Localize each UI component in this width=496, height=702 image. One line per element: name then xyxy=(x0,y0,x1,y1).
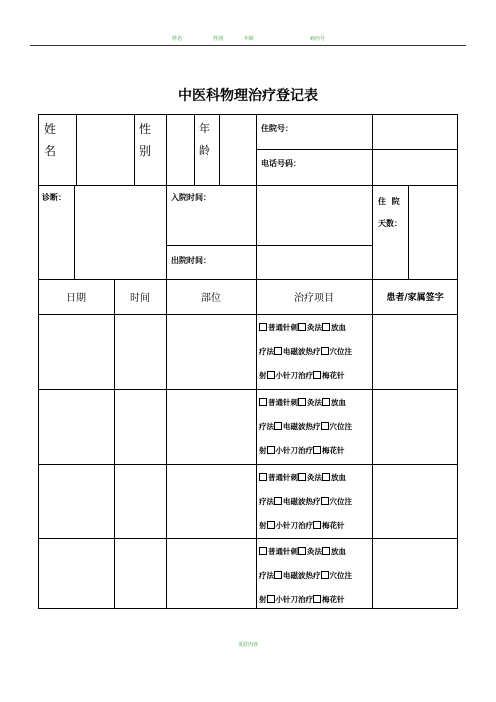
treatment-options-cell xyxy=(259,466,371,538)
treatment-option-label: 疗法 xyxy=(259,571,274,580)
checkbox[interactable] xyxy=(259,473,267,481)
treatment-option-label: 普通针刺 xyxy=(268,473,298,482)
treatment-option-label: 放血 xyxy=(331,323,346,332)
col-header-treatment: 治疗项目 xyxy=(294,293,334,304)
checkbox[interactable] xyxy=(321,571,329,579)
treatment-option-label: 灸法 xyxy=(307,398,322,407)
treatment-option-label: 疗法 xyxy=(259,347,274,356)
treatment-option-label: 普通针刺 xyxy=(268,323,298,332)
treatment-option-label: 穴位注 xyxy=(329,347,352,356)
treatment-option-label: 射 xyxy=(259,446,267,455)
name-label: 姓 名 xyxy=(44,122,57,158)
treatment-option-label: 放血 xyxy=(331,398,346,407)
treatment-option-label: 电磁波热疗 xyxy=(283,497,321,506)
discharge-time-label: 出院时间： xyxy=(171,255,211,265)
col-header-time: 时间 xyxy=(130,293,150,304)
treatment-option-label: 射 xyxy=(259,371,267,380)
treatment-option-label: 疗法 xyxy=(259,422,274,431)
checkbox[interactable] xyxy=(322,473,330,481)
treatment-option-label: 电磁波热疗 xyxy=(283,347,321,356)
treatment-options-cell xyxy=(259,316,371,388)
treatment-option-label: 灸法 xyxy=(307,547,322,556)
header-field-name: 姓名 xyxy=(172,36,183,42)
treatment-line xyxy=(259,364,371,388)
checkbox[interactable] xyxy=(321,422,329,430)
treatment-option-label: 梅花针 xyxy=(322,371,345,380)
age-label: 年 龄 xyxy=(199,122,210,157)
treatment-line xyxy=(259,564,371,588)
hospital-no-label: 住院号： xyxy=(261,123,293,133)
checkbox[interactable] xyxy=(298,473,306,481)
stay-days-label: 住 院 天数： xyxy=(378,196,402,228)
treatment-option-label: 普通针刺 xyxy=(268,398,298,407)
treatment-option-label: 小针刀治疗 xyxy=(275,371,313,380)
gender-label: 性 别 xyxy=(139,122,152,158)
treatment-option-label: 穴位注 xyxy=(329,422,352,431)
checkbox[interactable] xyxy=(259,398,267,406)
treatment-option-label: 射 xyxy=(259,595,267,604)
checkbox[interactable] xyxy=(313,521,321,529)
treatment-line xyxy=(259,588,371,612)
checkbox[interactable] xyxy=(259,547,267,555)
checkbox[interactable] xyxy=(267,446,275,454)
treatment-option-label: 电磁波热疗 xyxy=(283,571,321,580)
checkbox[interactable] xyxy=(321,497,329,505)
header-field-age: 年龄 xyxy=(244,36,255,42)
treatment-option-label: 小针刀治疗 xyxy=(275,595,313,604)
treatment-option-label: 梅花针 xyxy=(322,446,345,455)
treatment-option-label: 灸法 xyxy=(307,323,322,332)
checkbox[interactable] xyxy=(313,446,321,454)
treatment-option-label: 放血 xyxy=(331,547,346,556)
treatment-options-cell xyxy=(259,540,371,612)
checkbox[interactable] xyxy=(298,323,306,331)
header-rule xyxy=(30,45,466,46)
checkbox[interactable] xyxy=(322,398,330,406)
treatment-options-cell xyxy=(259,391,371,463)
header-field-gender: 性别 xyxy=(213,36,224,42)
treatment-option-label: 梅花针 xyxy=(322,595,345,604)
treatment-option-label: 小针刀治疗 xyxy=(275,521,313,530)
checkbox[interactable] xyxy=(274,497,282,505)
treatment-line xyxy=(259,540,371,564)
treatment-option-label: 小针刀治疗 xyxy=(275,446,313,455)
treatment-option-label: 普通针刺 xyxy=(268,547,298,556)
checkbox[interactable] xyxy=(274,571,282,579)
treatment-line xyxy=(259,466,371,490)
checkbox[interactable] xyxy=(322,323,330,331)
treatment-line xyxy=(259,439,371,463)
treatment-line xyxy=(259,340,371,364)
checkbox[interactable] xyxy=(267,521,275,529)
checkbox[interactable] xyxy=(259,323,267,331)
page-title: 中医科物理治疗登记表 xyxy=(178,88,318,104)
treatment-option-label: 放血 xyxy=(331,473,346,482)
treatment-line xyxy=(259,316,371,340)
col-header-signature: 患者/家属签字 xyxy=(386,293,444,303)
diagnosis-label: 诊断： xyxy=(42,192,66,202)
checkbox[interactable] xyxy=(313,595,321,603)
treatment-option-label: 梅花针 xyxy=(322,521,345,530)
checkbox[interactable] xyxy=(322,547,330,555)
treatment-option-label: 灸法 xyxy=(307,473,322,482)
phone-label: 电话号码： xyxy=(261,158,301,168)
treatment-line xyxy=(259,490,371,514)
col-header-site: 部位 xyxy=(201,293,221,304)
footer-text: 页眉内容 xyxy=(237,642,258,648)
checkbox[interactable] xyxy=(267,595,275,603)
treatment-option-label: 射 xyxy=(259,521,267,530)
treatment-option-label: 穴位注 xyxy=(329,497,352,506)
treatment-line xyxy=(259,391,371,415)
checkbox[interactable] xyxy=(298,547,306,555)
treatment-option-label: 电磁波热疗 xyxy=(283,422,321,431)
treatment-option-label: 穴位注 xyxy=(329,571,352,580)
checkbox[interactable] xyxy=(274,422,282,430)
checkbox[interactable] xyxy=(313,371,321,379)
checkbox[interactable] xyxy=(321,347,329,355)
admission-time-label: 入院时间： xyxy=(171,192,211,202)
col-header-date: 日期 xyxy=(66,293,86,304)
treatment-line xyxy=(259,415,371,439)
checkbox[interactable] xyxy=(298,398,306,406)
header-field-record-no: 病历号 xyxy=(310,36,326,42)
treatment-line xyxy=(259,514,371,538)
treatment-option-label: 疗法 xyxy=(259,497,274,506)
checkbox[interactable] xyxy=(274,347,282,355)
checkbox[interactable] xyxy=(267,371,275,379)
